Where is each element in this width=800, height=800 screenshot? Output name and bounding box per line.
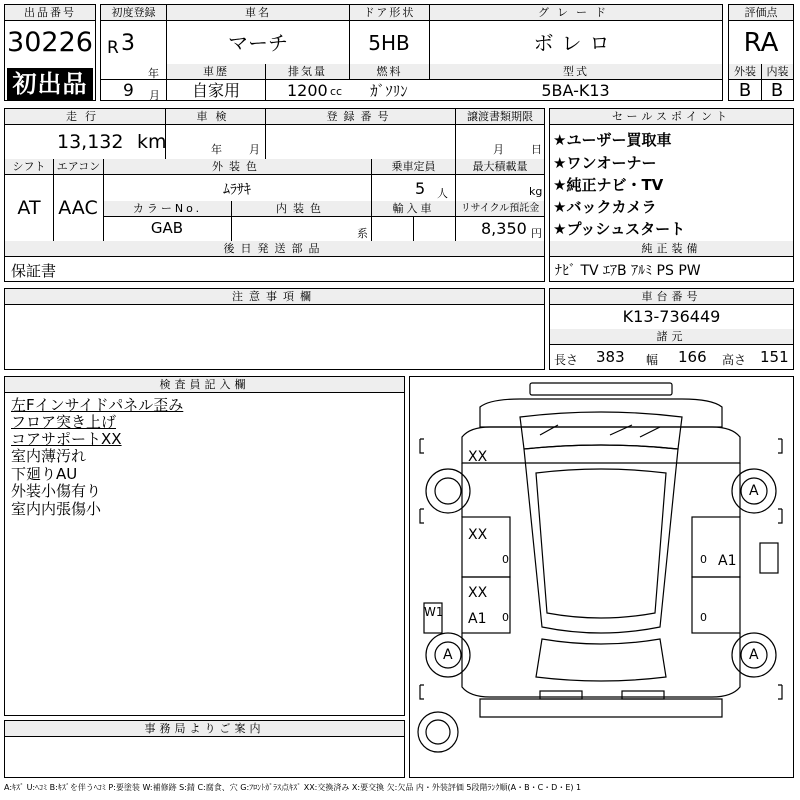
color-no-label: カラーNo. — [104, 201, 231, 217]
front-left-wheel-hub — [435, 478, 461, 504]
sales-point: ★ユーザー買取車 — [553, 131, 672, 149]
score-value: RA — [743, 28, 779, 58]
mark-left-rear-door-2: A1 — [468, 611, 487, 627]
history-value: 自家用 — [191, 81, 240, 100]
cabin-outline — [524, 445, 678, 633]
car-diagram-box — [409, 376, 794, 778]
fuel-value: ｶﾞｿﾘﾝ — [370, 82, 408, 100]
equipment-value: ﾅﾋﾞ TV ｴｱB ｱﾙﾐ PS PW — [555, 263, 701, 279]
grade-label: グレード — [429, 5, 722, 21]
capacity-unit: 人 — [437, 187, 448, 200]
sales-point: ★純正ナビ・TV — [553, 176, 664, 194]
sales-point: ★プッシュスタート — [553, 220, 686, 238]
mark-left-rear-door: XX — [468, 585, 488, 601]
mileage-value: 13,132 — [57, 131, 124, 153]
inspector-box — [4, 376, 405, 716]
reg-month: 9 — [123, 81, 134, 101]
left-fender — [462, 463, 740, 517]
shift-label: シフト — [5, 159, 53, 175]
mark-left-sill: W1 — [424, 605, 444, 619]
exterior-grade: B — [738, 80, 752, 101]
displacement-label: 排気量 — [265, 64, 349, 80]
mark-left-rear-door-zero: 0 — [502, 611, 509, 624]
corner-bracket — [420, 685, 424, 699]
mileage-unit: km — [137, 131, 167, 153]
color-no-value: GAB — [150, 219, 184, 237]
ac-label: エアコン — [53, 159, 103, 175]
sales-points-box — [549, 108, 794, 282]
vehicle-header-box — [166, 4, 723, 101]
spare-wheel — [418, 712, 458, 752]
later-parts-value: 保証書 — [11, 262, 57, 280]
windshield — [520, 412, 682, 449]
history-label: 車歴 — [167, 64, 265, 80]
mark-left-front-door-zero: 0 — [502, 553, 509, 566]
chassis-box — [549, 288, 794, 370]
height-label: 高さ — [722, 353, 747, 367]
transfer-label: 譲渡書類期限 — [455, 109, 544, 125]
fuel-label: 燃料 — [349, 64, 429, 80]
capacity-value: 5 — [415, 179, 426, 198]
interior-color-label: 内装色 — [231, 201, 371, 217]
mark-right-front-door-zero: 0 — [700, 553, 707, 566]
load-label: 最大積載量 — [455, 159, 544, 175]
right-sill — [760, 543, 778, 573]
corner-bracket — [778, 509, 782, 523]
transfer-day-unit: 日 — [531, 143, 542, 156]
capacity-label: 乗車定員 — [371, 159, 455, 175]
mark-left-front-door: XX — [468, 527, 488, 543]
mark-right-front-door: A1 — [718, 553, 737, 569]
first-reg-box — [100, 4, 167, 101]
score-label: 評価点 — [729, 5, 793, 21]
year-unit: 年 — [148, 67, 159, 80]
import-label: 輸入車 — [371, 201, 455, 217]
color-label: 外装色 — [103, 159, 371, 175]
rear-bumper — [540, 691, 582, 699]
inspector-line: フロア突き上げ — [11, 413, 117, 431]
corner-bracket — [420, 439, 424, 453]
model-label: 型式 — [429, 64, 722, 80]
exterior-label: 外装 — [729, 64, 761, 80]
shift-value: AT — [17, 197, 41, 219]
plate-label: 登録番号 — [265, 109, 455, 125]
recycle-unit: 円 — [531, 227, 542, 240]
insp-year-unit: 年 — [211, 143, 222, 156]
inspector-line: 左Fインサイドパネル歪み — [11, 396, 184, 414]
chassis-label: 車台番号 — [550, 289, 793, 305]
right-rear-door-panel — [692, 577, 740, 633]
mark-front-right-wheel: A — [749, 483, 759, 499]
mileage-label: 走行 — [5, 109, 165, 125]
car-name-label: 車名 — [167, 5, 349, 21]
height-value: 151 — [760, 348, 789, 366]
mark-right-rear-door-zero: 0 — [700, 611, 707, 624]
legend-text: A:ｷｽﾞ U:ﾍｺﾐ B:ｷｽﾞを伴うﾍｺﾐ P:要塗装 W:補修跡 S:錆 C:腐食、穴 G:ﾌﾛﾝﾄｶﾞﾗｽ点ｷｽﾞ XX:交換済み X:要交換 欠:欠品 内・外装評価 5段階ﾗﾝｸ順(A・B・C・D・E) 1 — [4, 783, 582, 792]
later-parts-label: 後日発送部品 — [5, 241, 544, 257]
mark-right-rear-wheel: A — [749, 647, 759, 663]
mark-left-rear-wheel: A — [443, 647, 453, 663]
rear-bumper — [622, 691, 664, 699]
ac-value: AAC — [58, 197, 98, 219]
sales-point: ★ワンオーナー — [553, 154, 657, 172]
sales-point: ★バックカメラ — [553, 198, 657, 216]
inspector-label: 検査員記入欄 — [5, 377, 404, 393]
lot-label: 出品番号 — [5, 5, 95, 21]
rear-body — [462, 633, 740, 697]
spec-table — [4, 108, 545, 282]
interior-color-unit: 系 — [357, 227, 368, 240]
lot-number: 30226 — [7, 27, 93, 58]
door-value: 5HB — [368, 31, 410, 55]
corner-bracket — [778, 685, 782, 699]
spare-wheel-hub — [426, 720, 450, 744]
length-value: 383 — [596, 348, 625, 366]
load-unit: kg — [529, 185, 543, 198]
displacement-unit: cc — [330, 85, 343, 98]
color-value: ﾑﾗｻｷ — [223, 182, 251, 198]
score-box — [728, 4, 794, 101]
insp-month-unit: 月 — [249, 143, 260, 156]
rear-window — [536, 639, 666, 681]
car-diagram — [410, 377, 793, 777]
office-label: 事務局よりご案内 — [5, 721, 404, 737]
lot-box — [4, 4, 96, 101]
length-label: 長さ — [554, 353, 579, 367]
interior-grade: B — [770, 80, 784, 101]
dims-label: 諸元 — [550, 329, 793, 345]
inspector-line: 下廻りAU — [11, 465, 78, 483]
inspector-line: 室内内張傷小 — [11, 500, 102, 518]
office-box — [4, 720, 405, 778]
notes-label: 注意事項欄 — [5, 289, 544, 305]
interior-label: 内装 — [761, 64, 793, 80]
inspector-line: 室内薄汚れ — [11, 447, 87, 465]
inspection-label: 車検 — [165, 109, 265, 125]
inspector-line: 外装小傷有り — [11, 482, 102, 500]
mark-hood: XX — [468, 449, 488, 465]
notes-box — [4, 288, 545, 370]
first-reg-label: 初度登録 — [101, 5, 166, 21]
left-front-door-panel — [462, 517, 510, 577]
door-label: ドア形状 — [349, 5, 429, 21]
body-outline — [480, 399, 722, 427]
model-value: 5BA-K13 — [541, 81, 610, 100]
front-bumper — [530, 383, 672, 395]
corner-bracket — [420, 509, 424, 523]
width-value: 166 — [678, 348, 707, 366]
chassis-number: K13-736449 — [622, 307, 721, 326]
reg-year: 3 — [121, 31, 135, 56]
transfer-month-unit: 月 — [493, 143, 504, 156]
sales-label: セールスポイント — [550, 109, 793, 125]
month-unit: 月 — [149, 89, 160, 102]
displacement-value: 1200 — [287, 81, 328, 100]
inspector-line: コアサポートXX — [11, 430, 122, 448]
rear-deck — [480, 699, 722, 717]
cabin-inner — [536, 469, 666, 618]
first-listing-badge: 初出品 — [7, 68, 93, 100]
era-prefix: R — [107, 38, 119, 58]
car-name: マーチ — [228, 31, 288, 55]
front-left-wheel — [426, 469, 470, 513]
width-label: 幅 — [646, 353, 659, 367]
recycle-label: リサイクル預託金 — [455, 201, 544, 217]
equipment-label: 純正装備 — [550, 241, 793, 257]
corner-bracket — [778, 439, 782, 453]
grade-value: ボレロ — [533, 31, 618, 55]
recycle-value: 8,350 — [481, 219, 527, 238]
